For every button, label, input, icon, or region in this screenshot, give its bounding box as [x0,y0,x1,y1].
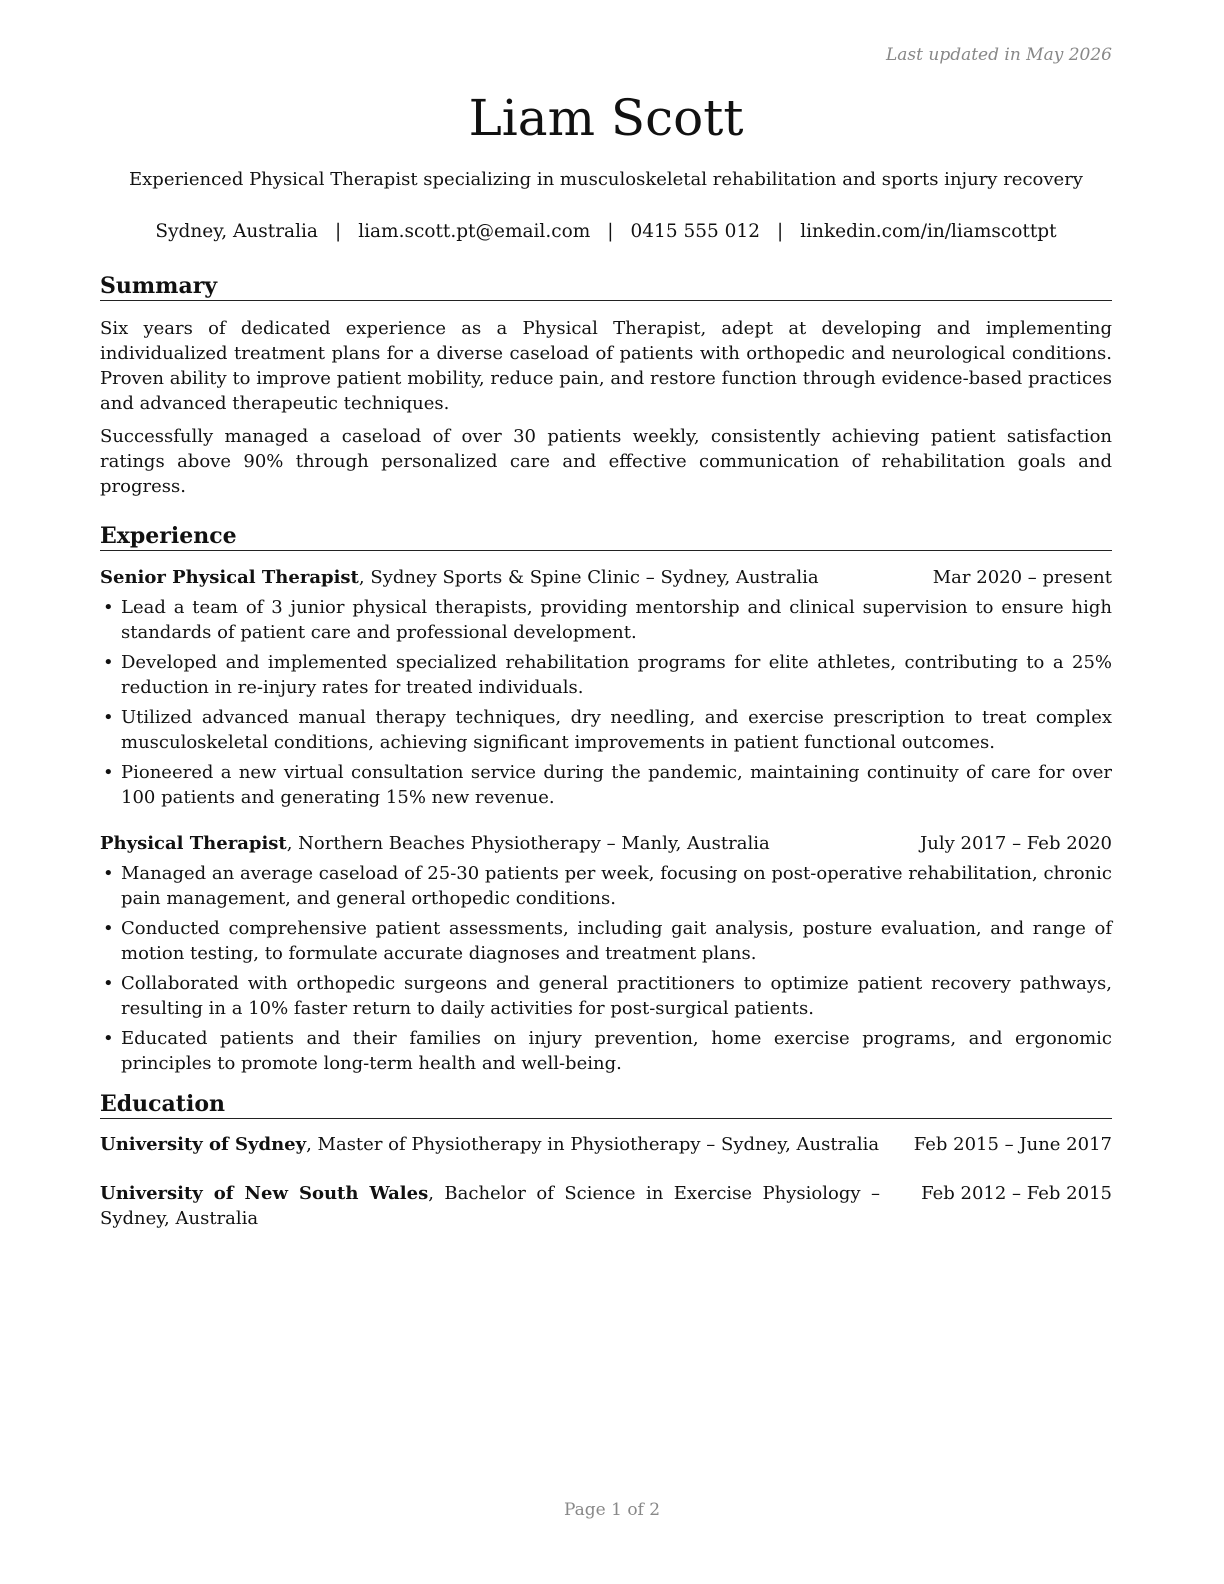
education-dates: Feb 2012 – Feb 2015 [921,1183,1112,1204]
education-detail: , Master of Physiotherapy in Physiotherapy – Sydney, Australia [306,1134,880,1155]
job-bullet: • Managed an average caseload of 25-30 patients per week, focusing on post-operative rehabilitation, chronic pain management, and general orthopedic conditions. [100,861,1112,911]
job-bullets [100,861,1112,1076]
job-bullets [100,595,1112,810]
education-school: University of New South Wales [100,1183,429,1204]
education-heading: Education [100,1091,1112,1119]
experience-heading: Experience [100,523,1112,551]
summary-heading: Summary [100,273,1112,301]
job-role: Physical Therapist [100,833,287,854]
candidate-name: Liam Scott [468,89,744,147]
contact-separator: | [334,221,342,242]
education-dates: Feb 2015 – June 2017 [913,1134,1112,1155]
contact-location: Sydney, Australia [155,221,318,242]
job-header [100,831,1112,856]
job-org: , Northern Beaches Physiotherapy – Manly, Australia [286,833,770,854]
job-title-line [100,565,819,590]
contact-linkedin[interactable]: linkedin.com/in/liamscottpt [800,221,1057,242]
job-bullet: • Developed and implemented specialized rehabilitation programs for elite athletes, contributing to a 25% reduction in re-injury rates for treated individuals. [100,650,1112,700]
contact-phone[interactable]: 0415 555 012 [630,221,760,242]
education-detail: , Bachelor of Science in Exercise Physiology – Sydney, Australia [100,1183,880,1229]
headline: Experienced Physical Therapist specializing in musculoskeletal rehabilitation and sports injury recovery [129,169,1083,190]
job-dates: Mar 2020 – present [932,567,1112,588]
education-title-line [100,1181,880,1231]
summary-paragraph: Six years of dedicated experience as a Physical Therapist, adept at developing and implementing individualized treatment plans for a diverse caseload of patients with orthopedic and neurological conditions. Proven ability to improve patient mobility, reduce pain, and restore function through evidence-based practices and advanced therapeutic techniques. [100,318,1112,414]
job-role: Senior Physical Therapist [100,567,359,588]
job-bullet: • Lead a team of 3 junior physical therapists, providing mentorship and clinical supervision to ensure high standards of patient care and professional development. [100,595,1112,645]
resume-page [100,0,1112,1231]
job-bullet: • Collaborated with orthopedic surgeons and general practitioners to optimize patient recovery pathways, resulting in a 10% faster return to daily activities for post-surgical patients. [100,971,1112,1021]
contact-separator: | [776,221,784,242]
education-item [100,1181,1112,1231]
education-item [100,1132,1112,1157]
education-title-line [100,1132,880,1157]
job-title-line [100,831,770,856]
job-bullet: • Conducted comprehensive patient assessments, including gait analysis, posture evaluation, and range of motion testing, to formulate accurate diagnoses and treatment plans. [100,916,1112,966]
job-bullet: • Utilized advanced manual therapy techniques, dry needling, and exercise prescription to treat complex musculoskeletal conditions, achieving significant improvements in patient functional outcomes. [100,705,1112,755]
job-org: , Sydney Sports & Spine Clinic – Sydney, Australia [358,567,819,588]
job-header [100,565,1112,590]
contact-separator: | [607,221,614,242]
job-dates: July 2017 – Feb 2020 [920,833,1112,854]
education-school: University of Sydney [100,1134,307,1155]
contact-line [100,220,1112,244]
last-updated-note: Last updated in May 2026 [885,45,1112,65]
summary-paragraph: Successfully managed a caseload of over 30 patients weekly, consistently achieving patient satisfaction ratings above 90% through personalized care and effective communication of rehabilitation goals and progress. [100,426,1112,497]
job-bullet: • Educated patients and their families on injury prevention, home exercise programs, and ergonomic principles to promote long-term health and well-being. [100,1026,1112,1076]
job-bullet: • Pioneered a new virtual consultation service during the pandemic, maintaining continuity of care for over 100 patients and generating 15% new revenue. [100,760,1112,810]
page-number: Page 1 of 2 [563,1500,661,1520]
contact-email[interactable]: liam.scott.pt@email.com [358,221,591,242]
